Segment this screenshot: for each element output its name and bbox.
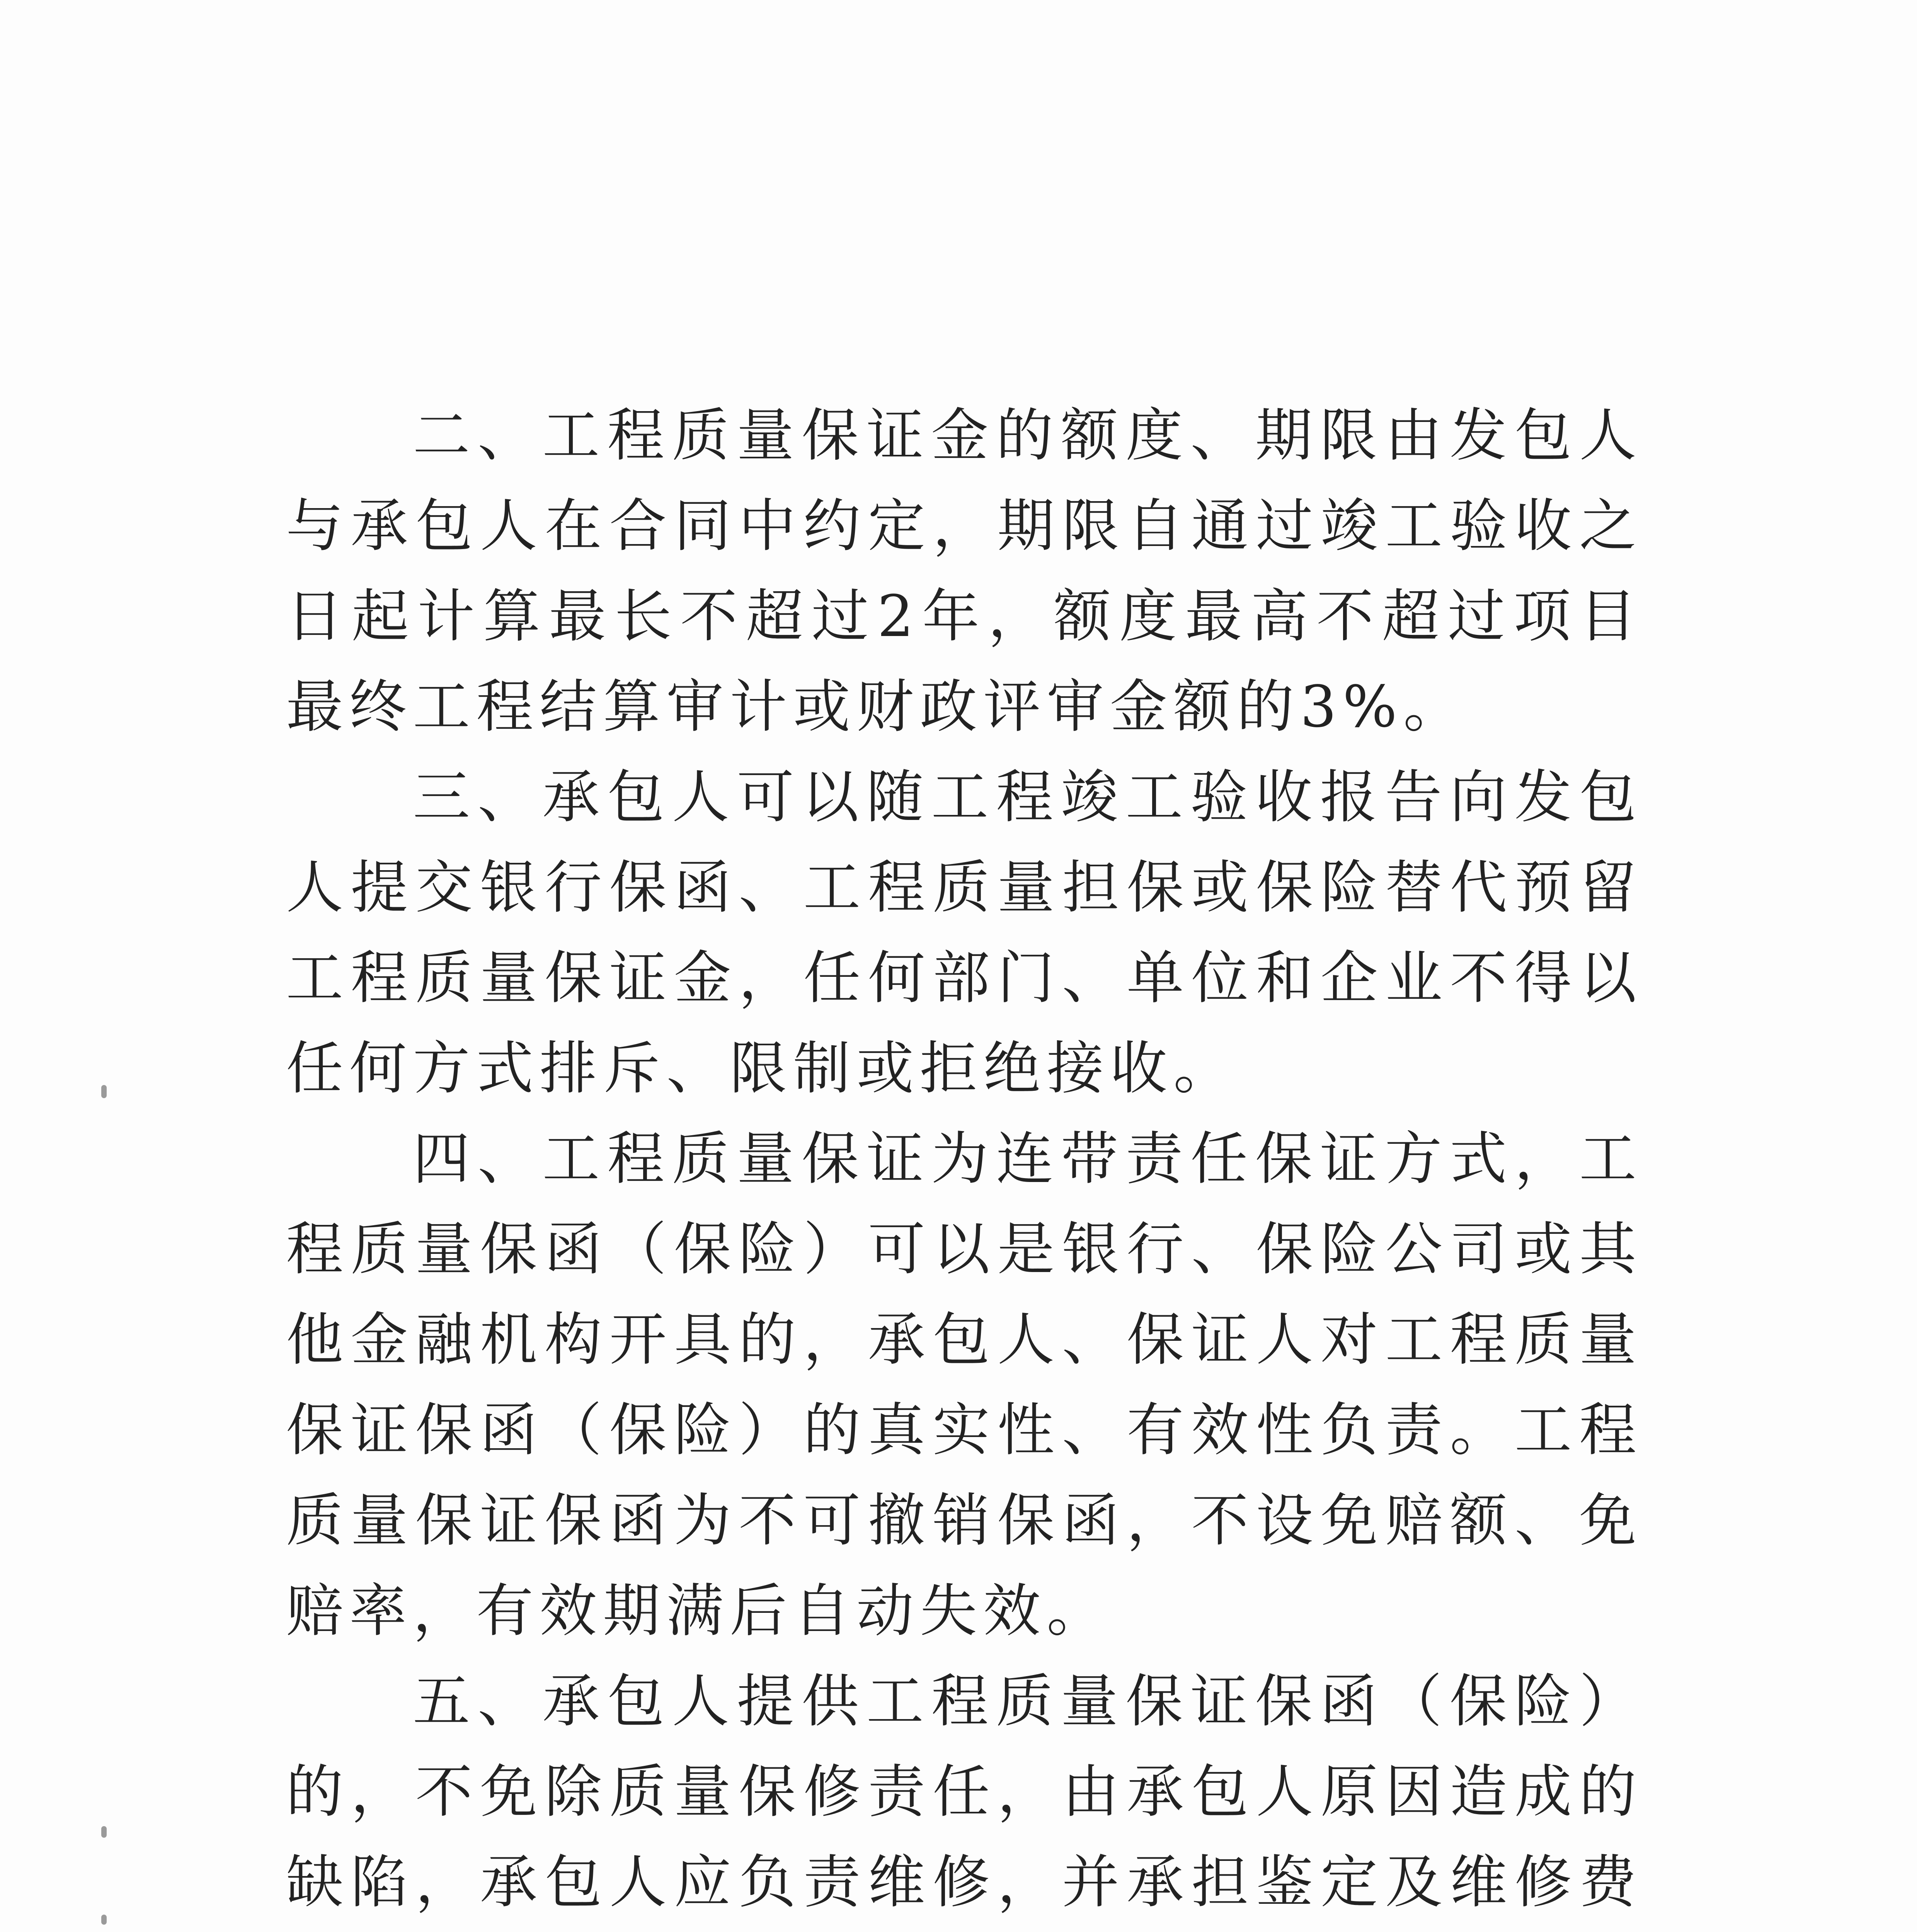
binding-hole-mark	[101, 1085, 107, 1098]
paragraph-4-joint-liability: 四、工程质量保证为连带责任保证方式，工程质量保函（保险）可以是银行、保险公司或其他金融机构开具的，承包人、保证人对工程质量保证保函（保险）的真实性、有效性负责。工程质量保证保函为不可撤销保函，不设免赔额、免赔率，有效期满后自动失效。	[286, 1126, 1643, 1644]
paragraph-5-repair-responsibility: 五、承包人提供工程质量保证保函（保险）的，不免除质量保修责任，由承包人原因造成的缺陷，承包人应负责维修，并承担鉴定及维修费	[286, 1668, 1643, 1915]
paragraph-2-quality-deposit-limit: 二、工程质量保证金的额度、期限由发包人与承包人在合同中约定，期限自通过竣工验收之日起计算最长不超过2年，额度最高不超过项目最终工程结算审计或财政评审金额的3%。	[286, 402, 1643, 740]
body-text	[286, 390, 1643, 1932]
binding-hole-mark	[101, 1826, 107, 1838]
binding-hole-mark	[101, 1915, 107, 1925]
paragraph-3-guarantee-replacement: 三、承包人可以随工程竣工验收报告向发包人提交银行保函、工程质量担保或保险替代预留工程质量保证金，任何部门、单位和企业不得以任何方式排斥、限制或拒绝接收。	[286, 764, 1643, 1102]
